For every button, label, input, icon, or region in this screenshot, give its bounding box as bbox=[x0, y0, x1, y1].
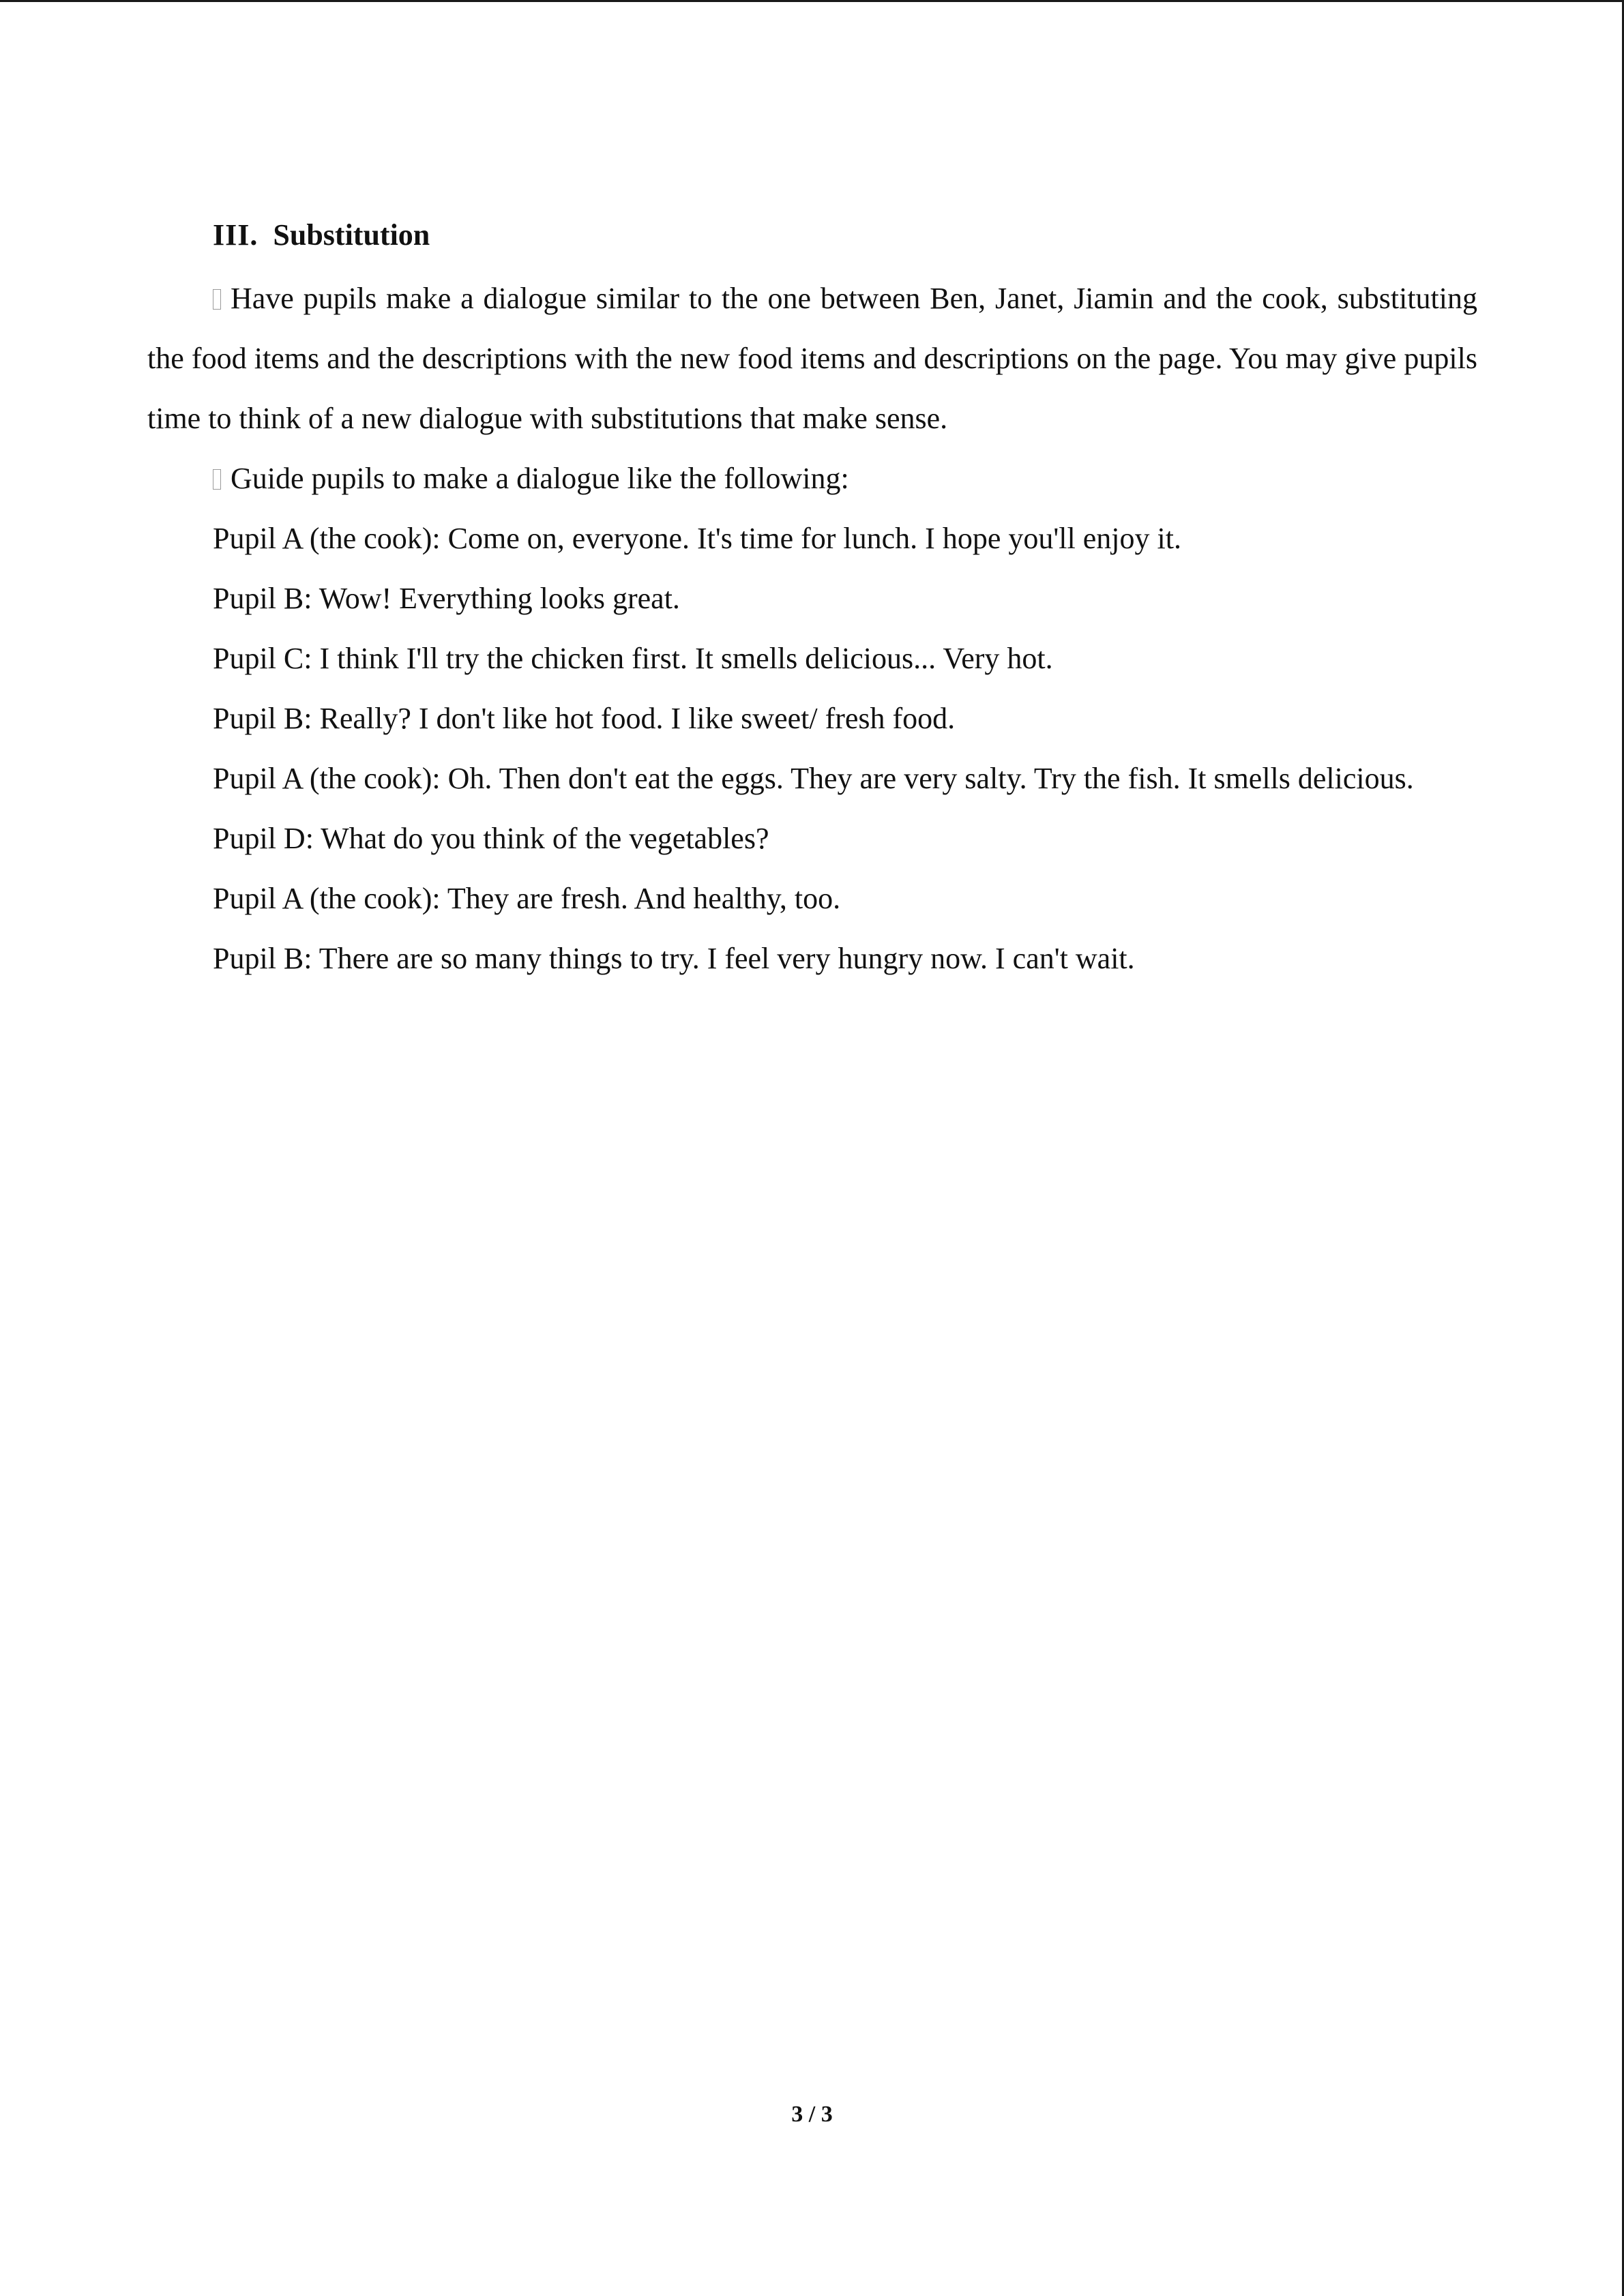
bullet-icon bbox=[213, 469, 221, 490]
dialogue-line bbox=[147, 569, 1477, 629]
dialogue-line bbox=[147, 689, 1477, 749]
dialogue-line bbox=[147, 929, 1477, 989]
paragraph-text: Pupil B: There are so many things to try. I feel very hungry now. I can't wait. bbox=[213, 942, 1135, 975]
dialogue-line bbox=[147, 509, 1477, 569]
dialogue-line bbox=[147, 629, 1477, 689]
paragraph-text: Pupil A (the cook): They are fresh. And healthy, too. bbox=[213, 882, 841, 915]
paragraph-text: Pupil A (the cook): Come on, everyone. It's time for lunch. I hope you'll enjoy it. bbox=[213, 522, 1181, 555]
bullet-icon bbox=[213, 289, 221, 310]
dialogue-line bbox=[147, 749, 1477, 809]
paragraph-text: Pupil B: Really? I don't like hot food. I like sweet/ fresh food. bbox=[213, 702, 956, 735]
paragraph-text: Pupil C: I think I'll try the chicken first. It smells delicious... Very hot. bbox=[213, 642, 1053, 675]
dialogue-line bbox=[147, 869, 1477, 929]
paragraph-instruction-substitute bbox=[147, 269, 1477, 449]
paragraph-text: Pupil B: Wow! Everything looks great. bbox=[213, 582, 680, 615]
paragraph-text: Have pupils make a dialogue similar to the one between Ben, Janet, Jiamin and the cook, substituting the food items and the descriptions with the new food items and descriptions on the page. You may give pupils time to think of a new dialogue with substitutions that make sense. bbox=[147, 282, 1477, 435]
paragraph-text: Guide pupils to make a dialogue like the following: bbox=[231, 462, 849, 495]
page-border-top bbox=[0, 0, 1624, 2]
document-body bbox=[147, 211, 1477, 989]
section-heading bbox=[213, 211, 1477, 259]
section-number: III. bbox=[213, 218, 259, 252]
paragraph-instruction-guide bbox=[147, 449, 1477, 509]
section-title: Substitution bbox=[273, 218, 430, 252]
paragraph-text: Pupil D: What do you think of the vegetables? bbox=[213, 822, 769, 855]
paragraph-text: Pupil A (the cook): Oh. Then don't eat the eggs. They are very salty. Try the fish. It smells delicious. bbox=[213, 762, 1414, 795]
page-number: 3 / 3 bbox=[791, 2102, 833, 2127]
dialogue-line bbox=[147, 809, 1477, 869]
